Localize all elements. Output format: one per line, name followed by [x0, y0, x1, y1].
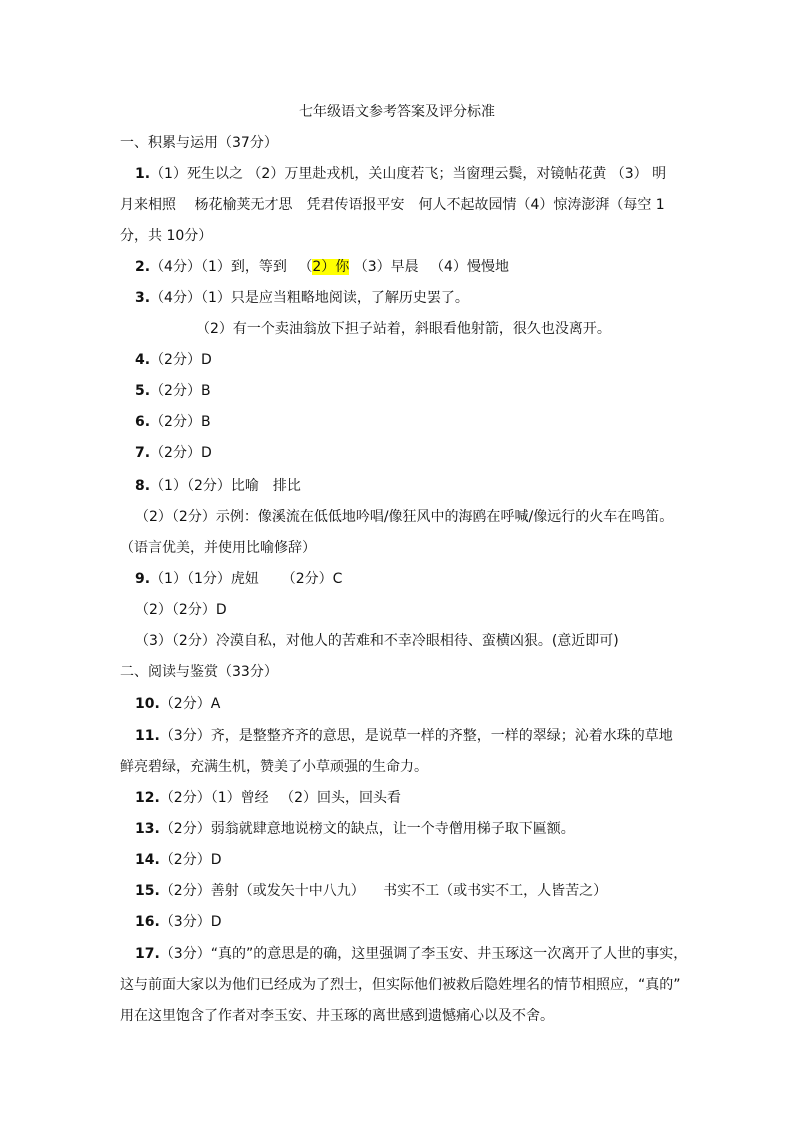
answer-7 — [135, 443, 695, 463]
answer-10 — [135, 694, 695, 714]
answer-11-line-1 — [135, 726, 695, 746]
answer-3-number: 3. — [135, 290, 151, 306]
answer-11-line-2: 鲜亮碧绿，充满生机，赞美了小草顽强的生命力。 — [120, 759, 428, 775]
answer-8-line-2: （2）（2分）示例：像溪流在低低地吟唱/像狂风中的海鸥在呼喊/像远行的火车在鸣笛。 — [135, 509, 674, 525]
answer-4-text: （2分）D — [150, 352, 212, 368]
answer-1-line-3: 分，共 10分） — [120, 228, 213, 244]
answer-6-number: 6. — [135, 414, 151, 430]
answer-15 — [135, 881, 695, 901]
answer-1-text-1: （1）死生以之 （2）万里赴戎机，关山度若飞；当窗理云鬓，对镜帖花黄 （3） 明 — [150, 166, 667, 182]
answer-3-text-1: （4分）（1）只是应当粗略地阅读，了解历史罢了。 — [150, 290, 469, 306]
answer-12-text: （2分）（1）曾经 （2）回头，回头看 — [159, 790, 401, 806]
answer-2-number: 2. — [135, 259, 151, 275]
answer-15-text: （2分）善射（或发矢十中八九） 书实不工（或书实不工，人皆苦之） — [159, 883, 608, 899]
answer-3-line-2: （2）有一个卖油翁放下担子站着，斜眼看他射箭，很久也没离开。 — [196, 321, 611, 337]
answer-5-number: 5. — [135, 383, 151, 399]
answer-12-number: 12. — [135, 790, 160, 806]
page-title: 七年级语文参考答案及评分标准 — [299, 104, 495, 120]
answer-14-text: （2分）D — [159, 852, 222, 868]
answer-2-text-post: （3）早晨 （4）慢慢地 — [349, 259, 509, 275]
answer-17-line-3: 用在这里饱含了作者对李玉安、井玉琢的离世感到遗憾痛心以及不舍。 — [120, 1008, 554, 1024]
answer-2-text-pre: （4分）（1）到，等到 （ — [150, 259, 313, 275]
answer-10-number: 10. — [135, 696, 160, 712]
section-heading-1: 一、积累与运用（37分） — [120, 135, 278, 151]
answer-8-line-1 — [135, 476, 695, 496]
answer-16-text: （3分）D — [159, 914, 222, 930]
answer-8-line-3: （语言优美，并使用比喻修辞） — [120, 540, 316, 556]
answer-17-text-1: （3分）“真的”的意思是的确，这里强调了李玉安、井玉琢这一次离开了人世的事实， — [159, 946, 688, 962]
answer-3-line-1 — [135, 288, 695, 308]
answer-4-number: 4. — [135, 352, 151, 368]
answer-17-line-1 — [135, 944, 695, 964]
answer-6 — [135, 412, 695, 432]
answer-4 — [135, 350, 695, 370]
answer-9-line-3: （3）（2分）冷漠自私，对他人的苦难和不幸冷眼相待、蛮横凶狠。(意近即可) — [135, 633, 619, 649]
answer-9-line-1 — [135, 569, 695, 589]
answer-15-number: 15. — [135, 883, 160, 899]
answer-14 — [135, 850, 695, 870]
answer-9-number: 9. — [135, 571, 151, 587]
answer-17-line-2: 这与前面大家以为他们已经成为了烈士，但实际他们被救后隐姓埋名的情节相照应，“真的” — [120, 977, 681, 993]
answer-8-number: 8. — [135, 478, 151, 494]
answer-8-text-1: （1）（2分）比喻 排比 — [150, 478, 301, 494]
answer-1-line-2: 月来相照 杨花榆荚无才思 凭君传语报平安 何人不起故园情（4）惊涛澎湃（每空 1 — [120, 197, 665, 213]
answer-9-line-2: （2）（2分）D — [135, 602, 227, 618]
answer-1-number: 1. — [135, 166, 151, 182]
answer-13-number: 13. — [135, 821, 160, 837]
answer-5-text: （2分）B — [150, 383, 211, 399]
answer-17-number: 17. — [135, 946, 160, 962]
answer-6-text: （2分）B — [150, 414, 211, 430]
section-heading-2: 二、阅读与鉴赏（33分） — [120, 664, 278, 680]
answer-11-number: 11. — [135, 728, 160, 744]
answer-16-number: 16. — [135, 914, 160, 930]
answer-11-text-1: （3分）齐，是整整齐齐的意思，是说草一样的齐整，一样的翠绿；沁着水珠的草地 — [159, 728, 673, 744]
answer-10-text: （2分）A — [159, 696, 221, 712]
answer-16 — [135, 912, 695, 932]
answer-9-text-1: （1）（1分）虎妞 （2分）C — [150, 571, 343, 587]
answer-1-line-1 — [135, 164, 695, 184]
answer-13-text: （2分）弱翁就肆意地说榜文的缺点，让一个寺僧用梯子取下匾额。 — [159, 821, 575, 837]
answer-7-number: 7. — [135, 445, 151, 461]
answer-14-number: 14. — [135, 852, 160, 868]
answer-7-text: （2分）D — [150, 445, 212, 461]
highlighted-text: 2）你 — [312, 259, 350, 275]
answer-13 — [135, 819, 695, 839]
answer-2 — [135, 257, 695, 277]
answer-12 — [135, 788, 695, 808]
answer-5 — [135, 381, 695, 401]
